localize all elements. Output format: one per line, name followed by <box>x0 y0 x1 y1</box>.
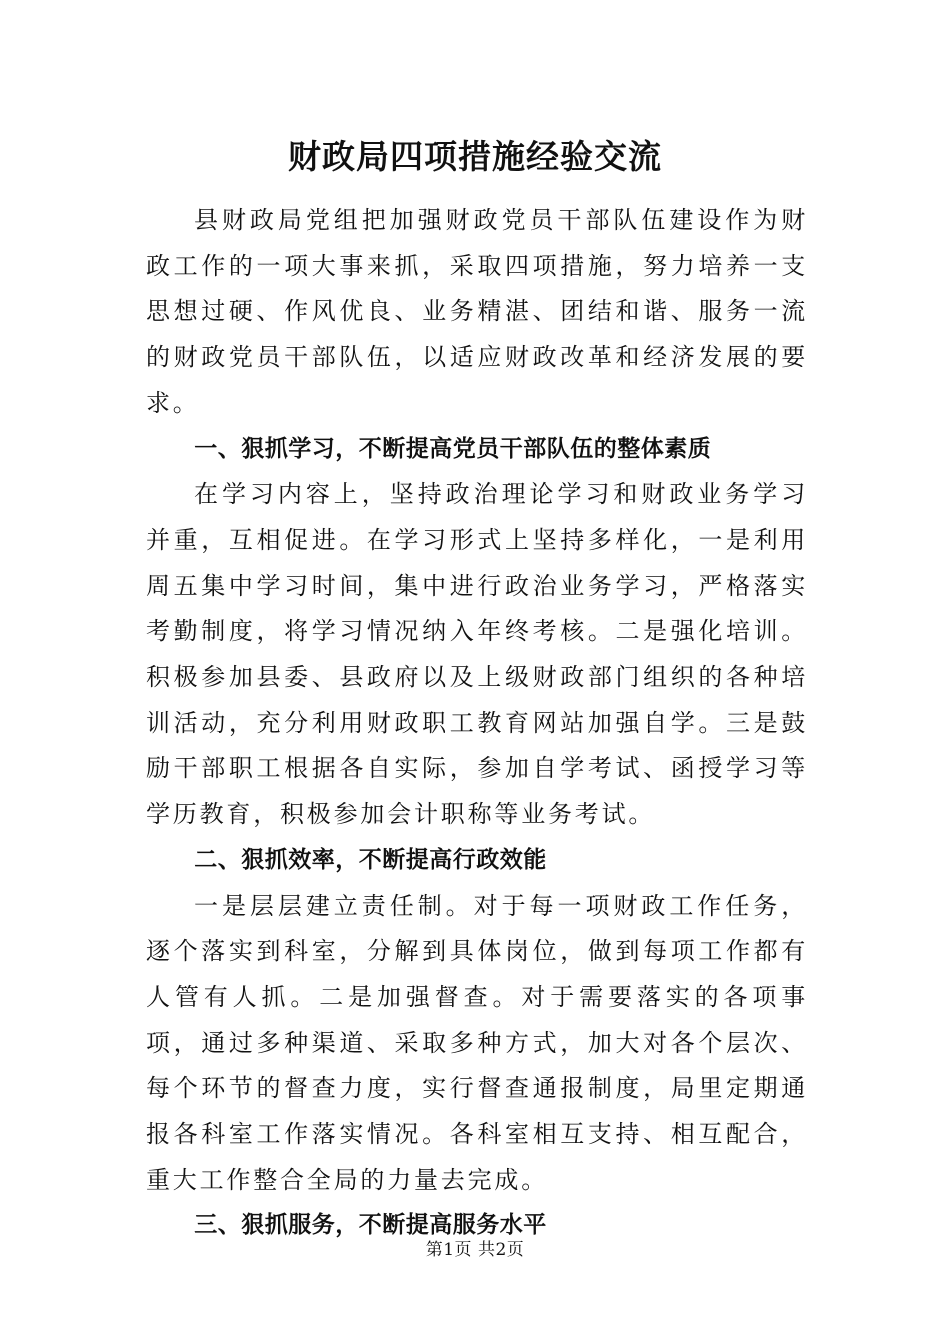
intro-paragraph: 县财政局党组把加强财政党员干部队伍建设作为财政工作的一项大事来抓，采取四项措施，努力培养一支思想过硬、作风优良、业务精湛、团结和谐、服务一流的财政党员干部队伍，以适应财政改革和经济发展的要求。 <box>146 206 808 417</box>
page-footer: 第1页 共2页 <box>425 1240 525 1260</box>
document-title: 财政局四项措施经验交流 <box>288 137 662 176</box>
section-body-2: 一是层层建立责任制。对于每一项财政工作任务，逐个落实到科室，分解到具体岗位，做到每项工作都有人管有人抓。二是加强督查。对于需要落实的各项事项，通过多种渠道、采取多种方式，加大对各个层次、每个环节的督查力度，实行督查通报制度，局里定期通报各科室工作落实情况。各科室相互支持、相互配合，重大工作整合全局的力量去完成。 <box>146 891 808 1194</box>
section-heading-3: 三、狠抓服务，不断提高服务水平 <box>194 1212 547 1239</box>
document-body <box>146 198 808 1249</box>
section-body-1: 在学习内容上，坚持政治理论学习和财政业务学习并重，互相促进。在学习形式上坚持多样化，一是利用周五集中学习时间，集中进行政治业务学习，严格落实考勤制度，将学习情况纳入年终考核。二是强化培训。积极参加县委、县政府以及上级财政部门组织的各种培训活动，充分利用财政职工教育网站加强自学。三是鼓励干部职工根据各自实际，参加自学考试、函授学习等学历教育，积极参加会计职称等业务考试。 <box>146 480 808 829</box>
section-heading-1: 一、狠抓学习，不断提高党员干部队伍的整体素质 <box>194 435 712 462</box>
section-heading-2: 二、狠抓效率，不断提高行政效能 <box>194 846 547 873</box>
